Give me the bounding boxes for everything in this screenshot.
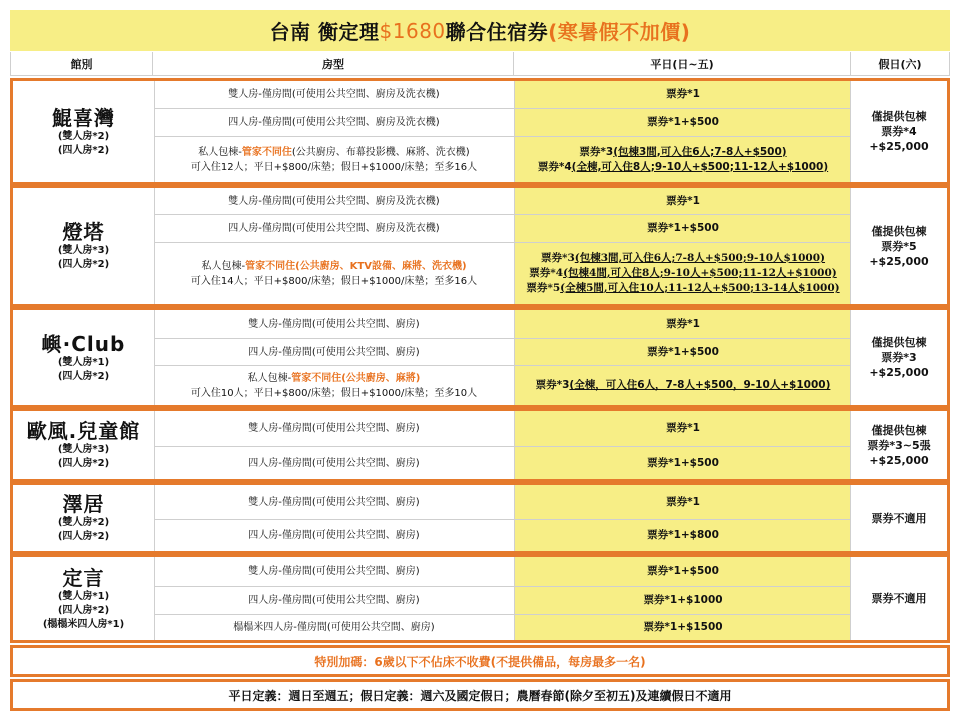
room-type: 私人包棟- [198,146,242,158]
room-note: (可使用公共空間、廚房及洗衣機) [291,223,440,234]
holiday-cell [850,188,947,304]
room-cell [154,485,515,519]
room-cell [154,615,515,640]
room-type: 雙人房-僅房間 [228,195,292,207]
venue-cell [13,411,155,479]
venue-name: 澤居 [62,492,105,516]
title-prefix: 台南 衡定理 [269,20,380,44]
venue-cell [13,310,155,405]
room-note: (可使用公共空間、廚房及洗衣機) [291,195,440,207]
venue-sub: (雙人房*2) [57,517,110,528]
venue-block-dingyan [10,554,950,643]
room-highlight: 管家不同住 [245,260,296,272]
room-note: (可使用公共空間、廚房) [311,346,420,358]
venue-name: 燈塔 [62,220,105,244]
room-type: 雙人房-僅房間 [248,496,312,508]
venue-sub: (四人房*2) [57,259,110,270]
weekday-price: 票券*1+$500 [515,447,851,479]
room-cell [154,339,515,365]
ticket-count: 票券*3 [540,252,575,264]
table-row [154,81,851,109]
weekday-price: 票券*1 [515,310,851,338]
holiday-line: +$25,000 [869,453,929,467]
holiday-line: +$25,000 [869,140,929,153]
venue-block-zeju [10,482,950,554]
ticket-detail: (全棟,可入住8人;9-10人+$500;11-12人+$1000) [571,160,829,173]
room-capacity: 可入住10人；平日+$800/床墊；假日+$1000/床墊；至多10人 [190,387,478,399]
holiday-cell: 票券不適用 [850,557,947,640]
holiday-line: 票券*3 [881,351,917,364]
holiday-line: 僅提供包棟 [871,423,927,437]
holiday-cell [850,310,947,405]
table-row [154,557,851,587]
room-note: (公共廚房、布幕投影機、麻將、洗衣機) [291,146,470,158]
ticket-detail: (全棟5間,可入住10人;11-12人+$500;13-14人$1000) [560,282,840,294]
weekday-price: 票券*1+$500 [515,339,851,365]
ticket-count: 票券*4 [537,160,572,173]
weekday-price [515,137,851,182]
room-note: (可使用公共空間、廚房及洗衣機) [291,117,440,128]
holiday-cell [850,81,947,182]
venue-block-oufeng [10,408,950,482]
room-note: (可使用公共空間、廚房) [311,457,420,469]
room-note: (可使用公共空間、廚房) [311,423,420,434]
room-type: 榻榻米四人房-僅房間 [233,622,327,633]
header-weekday: 平日(日~五) [514,52,851,76]
room-type: 私人包棟- [247,372,292,384]
room-cell [154,215,515,242]
table-row [154,109,851,137]
room-cell [154,109,515,136]
venue-cell [13,485,155,551]
title-note: (寒暑假不加價) [548,20,691,44]
venue-cell [13,81,155,182]
venue-name: 鯤喜灣 [52,105,115,130]
title-price: $1680 [379,18,446,43]
table-row [154,366,851,405]
venue-cell [13,557,155,640]
room-note: (公共廚房、KTV設備、麻將、洗衣機) [295,260,467,272]
weekday-price: 票券*1 [515,485,851,519]
weekday-price: 票券*1 [515,81,851,108]
venue-sub: (榻榻米四人房*1) [42,618,125,630]
holiday-line: 票券*4 [881,125,917,138]
room-type: 四人房-僅房間 [248,595,312,606]
room-cell [154,366,515,405]
room-cell [154,587,515,614]
room-cell [154,411,515,446]
table-row [154,411,851,447]
venue-sub: (四人房*2) [57,604,110,616]
room-type: 私人包棟- [201,260,246,272]
table-row [154,339,851,366]
room-cell [154,243,515,304]
room-type: 雙人房-僅房間 [248,566,312,577]
header-room: 房型 [153,52,514,76]
room-cell [154,310,515,338]
room-note: (可使用公共空間、廚房) [326,622,435,633]
room-highlight: 管家不同住 [241,146,292,158]
venue-sub: (雙人房*2) [57,130,110,142]
header-holiday: 假日(六) [851,52,950,76]
weekday-price: 票券*1+$500 [515,215,851,242]
holiday-line: 票券*5 [881,239,917,253]
weekday-price [515,366,851,405]
venue-block-kunxiwan [10,78,950,185]
room-type: 雙人房-僅房間 [248,423,312,434]
venue-block-yu-club [10,307,950,408]
holiday-line: +$25,000 [869,254,929,268]
room-note: (可使用公共空間、廚房及洗衣機) [291,89,440,100]
venue-sub: (四人房*2) [57,144,110,156]
table-row [154,243,851,304]
room-type: 四人房-僅房間 [248,530,312,541]
table-row [154,485,851,520]
room-note: (公共廚房、麻將) [341,372,421,384]
venue-name: 歐風.兒童館 [26,419,141,443]
venue-sub: (四人房*2) [57,370,110,382]
venue-sub: (雙人房*1) [57,590,110,602]
room-type: 四人房-僅房間 [228,117,292,128]
extra-bed-note: 特別加碼：6歲以下不佔床不收費(不提供備品，每房最多一名) [10,645,950,677]
room-type: 雙人房-僅房間 [228,89,292,100]
holiday-line: 僅提供包棟 [871,336,927,349]
table-row [154,615,851,640]
room-capacity: 可入住12人；平日+$800/床墊；假日+$1000/床墊；至多16人 [190,161,478,173]
ticket-count: 票券*4 [529,267,564,279]
room-note: (可使用公共空間、廚房) [311,530,420,541]
room-cell [154,188,515,214]
venue-name: 定言 [62,565,105,590]
room-highlight: 管家不同住 [291,372,342,384]
holiday-cell [850,411,947,479]
room-cell [154,557,515,586]
ticket-detail: (包棟3間,可入住6人;7-8人+$500;9-10人$1000) [574,252,826,264]
room-note: (可使用公共空間、廚房) [311,496,420,508]
holiday-line: +$25,000 [869,366,929,379]
table-row [154,188,851,215]
table-row [154,310,851,339]
room-note: (可使用公共空間、廚房) [311,566,420,577]
venue-sub: (雙人房*3) [57,245,110,256]
ticket-count: 票券*3 [535,379,570,391]
weekday-price: 票券*1 [515,188,851,214]
table-row [154,447,851,479]
table-row [154,587,851,615]
weekday-price: 票券*1+$1500 [515,615,851,640]
header-venue: 館別 [10,52,153,76]
venue-sub: (雙人房*1) [57,356,110,368]
room-type: 雙人房-僅房間 [248,318,312,330]
room-cell [154,81,515,108]
venue-block-dengta [10,185,950,307]
holiday-line: 僅提供包棟 [871,224,927,238]
weekday-price: 票券*1+$800 [515,520,851,551]
title-main: 聯合住宿券 [445,20,549,44]
room-cell [154,520,515,551]
weekday-price: 票券*1 [515,411,851,446]
ticket-detail: (全棟，可入住6人，7-8人+$500，9-10人+$1000) [569,379,831,391]
date-definition-note: 平日定義：週日至週五；假日定義：週六及國定假日；農曆春節(除夕至初五)及連續假日不適用 [10,679,950,711]
venue-cell [13,188,155,304]
ticket-detail: (包棟4間,可入住8人;9-10人+$500;11-12人+$1000) [563,267,837,279]
ticket-detail: (包棟3間,可入住6人;7-8人+$500) [613,145,787,158]
room-type: 四人房-僅房間 [248,457,312,469]
table-row [154,137,851,182]
holiday-line: 票券*3~5張 [867,438,931,452]
venue-sub: (四人房*2) [57,458,110,469]
room-type: 四人房-僅房間 [248,346,312,358]
room-capacity: 可入住14人；平日+$800/床墊；假日+$1000/床墊；至多16人 [190,275,478,287]
weekday-price [515,243,851,304]
table-row [154,215,851,243]
table-row [154,520,851,551]
ticket-count: 票券*5 [526,282,561,294]
page-title [10,10,950,51]
holiday-cell: 票券不適用 [850,485,947,551]
room-note: (可使用公共空間、廚房) [311,595,420,606]
weekday-price: 票券*1+$500 [515,557,851,586]
venue-name: 嶼·Club [41,331,126,356]
venue-sub: (四人房*2) [57,531,110,542]
room-cell [154,137,515,182]
room-type: 四人房-僅房間 [228,223,292,234]
venue-sub: (雙人房*3) [57,444,110,455]
weekday-price: 票券*1+$1000 [515,587,851,614]
weekday-price: 票券*1+$500 [515,109,851,136]
ticket-count: 票券*3 [579,145,614,158]
holiday-line: 僅提供包棟 [871,110,927,123]
room-cell [154,447,515,479]
room-note: (可使用公共空間、廚房) [311,318,420,330]
